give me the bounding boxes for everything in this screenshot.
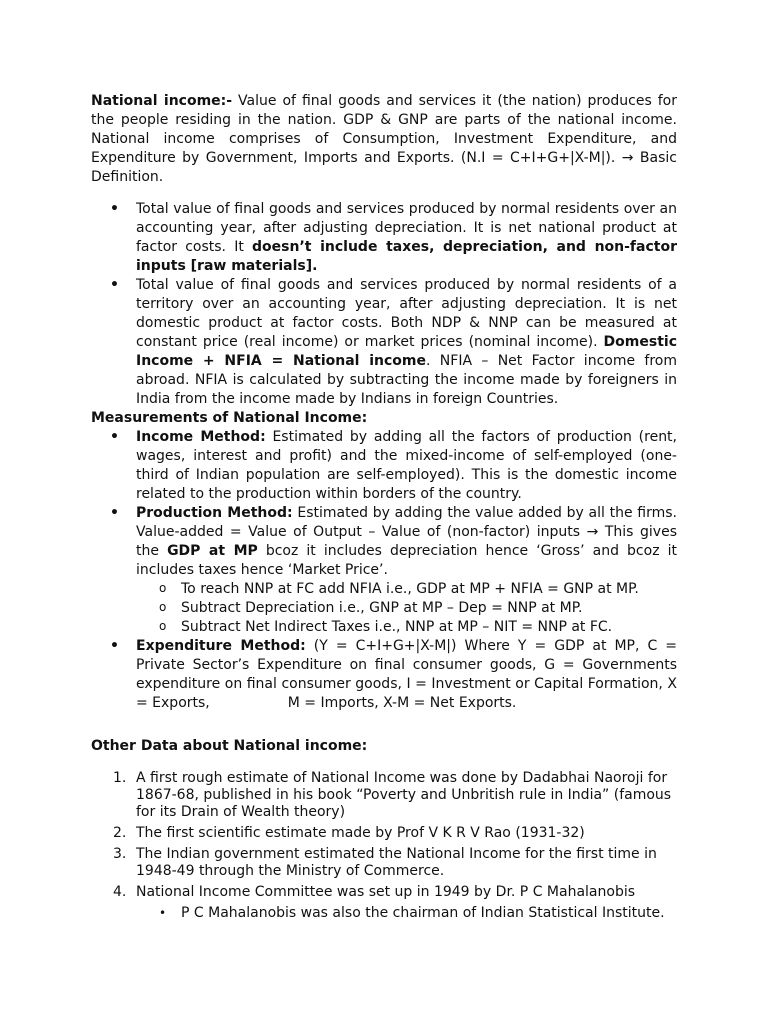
income-method-item <box>91 428 677 504</box>
production-sub-list <box>136 580 677 637</box>
other-data-text: The first scientific estimate made by Prof V K R V Rao (1931-32) <box>136 825 585 841</box>
number-marker: 3. <box>113 846 127 862</box>
definition-list <box>91 200 677 409</box>
other-data-heading-text: Other Data about National income: <box>91 738 368 754</box>
circle-marker: o <box>159 600 167 614</box>
other-data-item <box>91 825 677 842</box>
expenditure-method-text: (Y = C+I+G+|X-M|) Where Y = GDP at MP, C = Private Sector’s Expenditure on final consumer goods, G = Governments expenditure on final consumer goods, I = Investment or Capital Formation, X = Exports, <box>136 638 678 711</box>
definition-text-tail: . NFIA – Net Factor income from abroad. NFIA is calculated by subtracting the income made by foreigners in India from the income made by Indians in foreign Countries. <box>136 353 677 407</box>
definition-bold: doesn’t include taxes, depreciation, and non-factor inputs [raw materials]. <box>136 239 677 274</box>
production-method-label: Production Method: <box>136 505 293 521</box>
production-method-item <box>91 504 677 637</box>
intro-text: Value of final goods and services it (the nation) produces for the people residing in the nation. GDP & GNP are parts of the national income. National income comprises of Consumption, Investment Expenditure, and Expenditure by Government, Imports and Exports. (N.I = C+I+G+|X-M|). → Basic Definition. <box>91 93 678 185</box>
definition-item <box>91 200 677 276</box>
other-data-text: A first rough estimate of National Income was done by Dadabhai Naoroji for 1867-68, published in his book “Poverty and Unbritish rule in India” (famous for its Drain of Wealth theory) <box>136 770 672 820</box>
production-sub-text: Subtract Net Indirect Taxes i.e., NNP at MP – NIT = NNP at FC. <box>181 619 613 635</box>
other-data-heading <box>91 737 677 756</box>
definition-bold: Domestic Income + NFIA = National income <box>136 334 677 369</box>
bullet-marker: • <box>110 277 119 293</box>
other-sub-list <box>136 905 677 922</box>
number-marker: 2. <box>113 825 127 841</box>
production-method-text: Estimated by adding the value added by all the firms. Value-added = Value of Output – Value of (non-factor) inputs → This gives the <box>136 505 677 559</box>
income-method-label: Income Method: <box>136 429 266 445</box>
bullet-marker: • <box>110 638 119 654</box>
measurements-list <box>91 428 677 713</box>
bullet-marker: • <box>110 505 119 521</box>
circle-marker: o <box>159 619 167 633</box>
bullet-marker: • <box>110 201 119 217</box>
other-sub-item <box>91 905 677 922</box>
intro-paragraph <box>91 92 677 187</box>
production-sub-item <box>91 580 677 599</box>
expenditure-method-item <box>91 637 677 713</box>
document-body <box>91 92 677 922</box>
production-sub-item <box>91 618 677 637</box>
other-data-item <box>91 770 677 821</box>
expenditure-method-text-tail: M = Imports, X-M = Net Exports. <box>287 695 517 711</box>
production-method-bold: GDP at MP <box>167 543 258 559</box>
measurements-heading-text: Measurements of National Income: <box>91 410 368 426</box>
number-marker: 1. <box>113 770 127 786</box>
small-bullet-marker: • <box>159 906 167 920</box>
other-data-text: National Income Committee was set up in 1949 by Dr. P C Mahalanobis <box>136 884 636 900</box>
circle-marker: o <box>159 581 167 595</box>
definition-item <box>91 276 677 409</box>
definition-text: Total value of final goods and services produced by normal residents of a territory over an accounting year, after adjusting depreciation. It is net domestic product at factor costs. Both NDP & NNP can be measured at constant price (real income) or market prices (nominal income). <box>136 277 677 350</box>
other-data-item <box>91 846 677 880</box>
definition-text: Total value of final goods and services produced by normal residents over an accounting year, after adjusting depreciation. It is net national product at factor costs. It <box>136 201 677 255</box>
measurements-heading <box>91 409 677 428</box>
other-data-item <box>91 884 677 922</box>
other-sub-text: P C Mahalanobis was also the chairman of Indian Statistical Institute. <box>181 905 665 921</box>
bullet-marker: • <box>110 429 119 445</box>
other-data-list <box>91 770 677 922</box>
expenditure-method-label: Expenditure Method: <box>136 638 306 654</box>
production-sub-item <box>91 599 677 618</box>
production-method-text-tail: bcoz it includes depreciation hence ‘Gross’ and bcoz it includes taxes hence ‘Market Price’. <box>136 543 677 578</box>
intro-heading: National income:- <box>91 93 233 109</box>
production-sub-text: To reach NNP at FC add NFIA i.e., GDP at MP + NFIA = GNP at MP. <box>181 581 639 597</box>
income-method-text: Estimated by adding all the factors of production (rent, wages, interest and profit) and the mixed-income of self-employed (one-third of Indian population are self-employed). This is the domestic income related to the production within borders of the country. <box>136 429 678 502</box>
other-data-text: The Indian government estimated the National Income for the first time in 1948-49 through the Ministry of Commerce. <box>136 846 657 879</box>
number-marker: 4. <box>113 884 127 900</box>
production-sub-text: Subtract Depreciation i.e., GNP at MP – Dep = NNP at MP. <box>181 600 583 616</box>
